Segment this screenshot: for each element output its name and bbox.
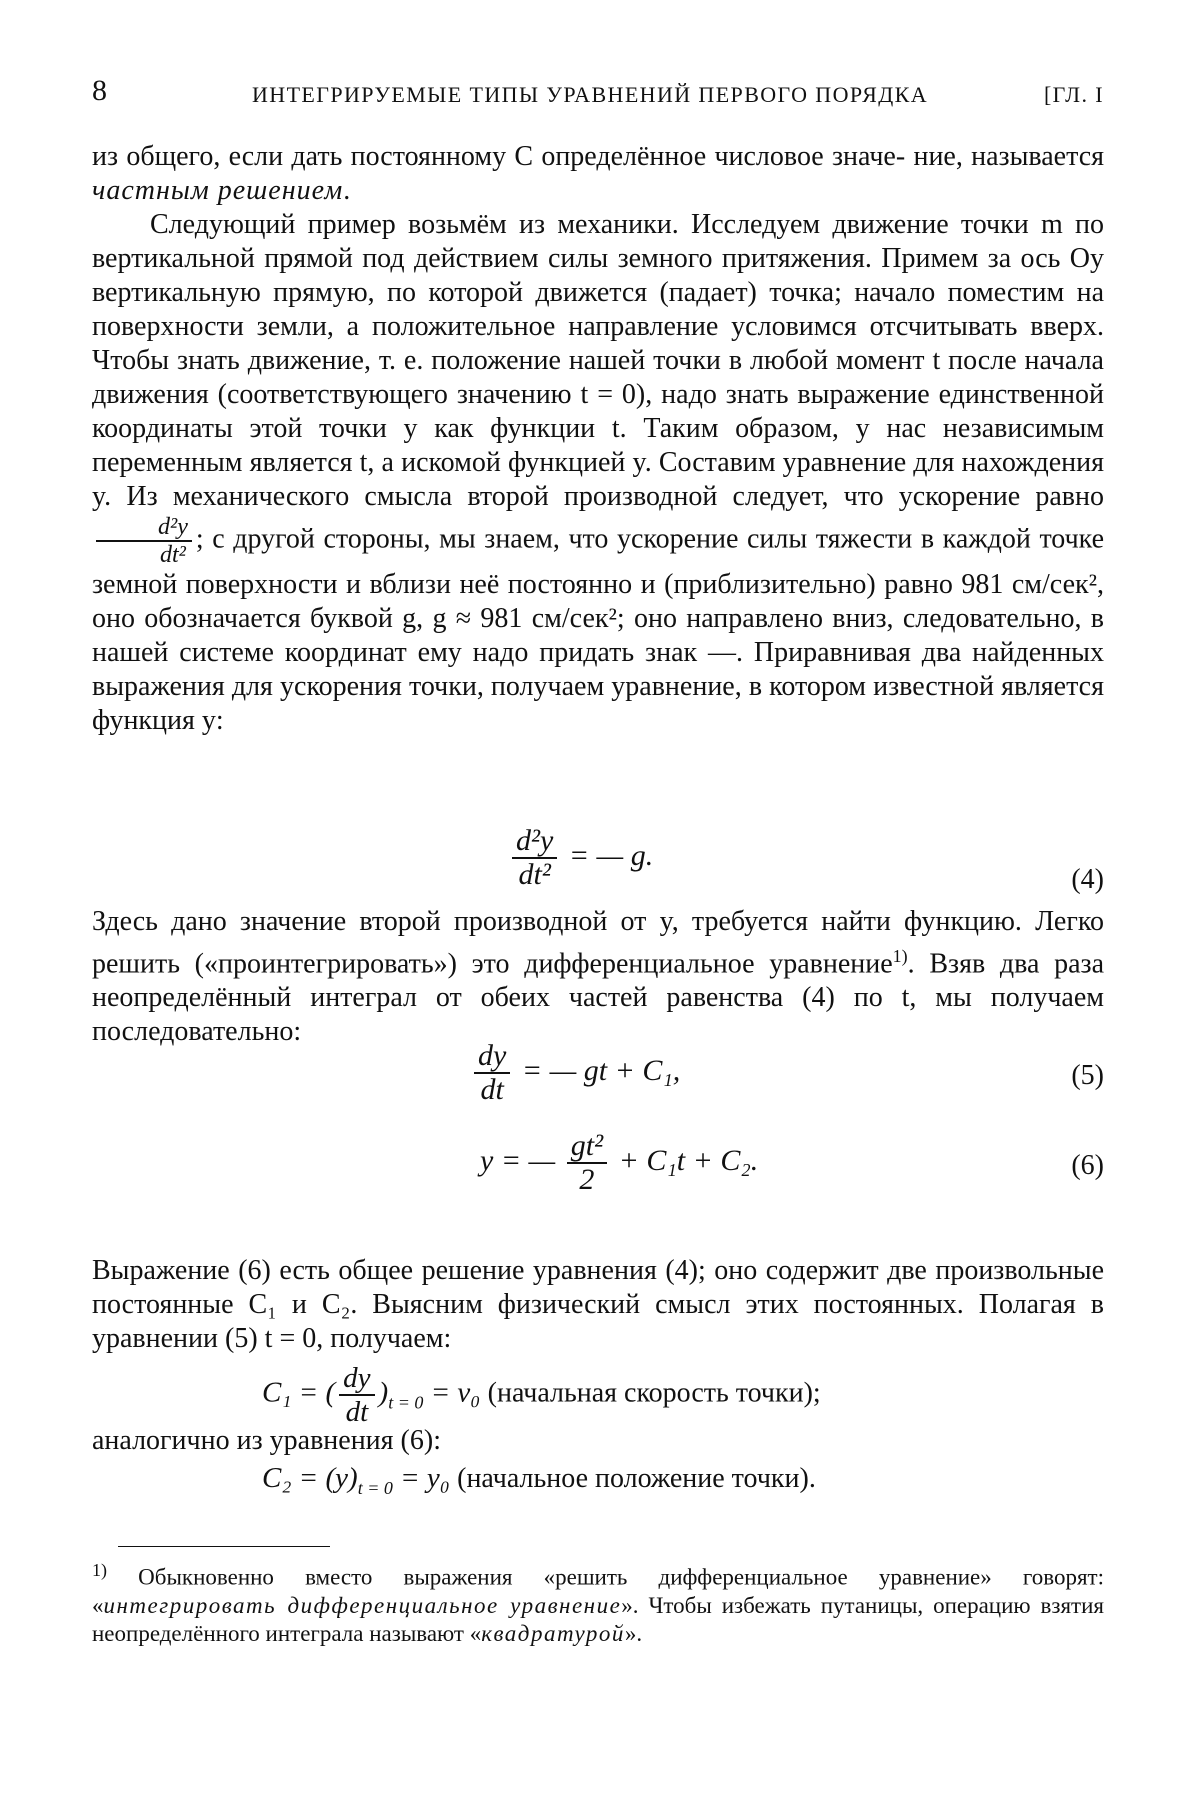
acceleration-denominator: dt² — [159, 542, 186, 568]
eq6-fraction — [567, 1130, 607, 1196]
main-text-block-4 — [92, 1424, 1104, 1458]
footnote-rule — [118, 1546, 330, 1547]
eq4-label: (4) — [1071, 864, 1104, 895]
eq-c1-lhs: C₁ = ( — [262, 1376, 336, 1409]
equation-c2 — [262, 1462, 816, 1499]
footnote-mark-inline: 1) — [892, 946, 908, 966]
eq-c1-denominator: dt — [345, 1396, 369, 1428]
intro-paragraph — [92, 140, 1104, 208]
eq6-numerator: gt² — [567, 1130, 607, 1164]
intro-line-2a: ние, называется — [913, 141, 1104, 172]
eq6-denominator: 2 — [579, 1163, 595, 1196]
equation-c1 — [262, 1362, 821, 1428]
eq4-fraction — [512, 825, 557, 891]
footnote-term-integrate: интегрировать дифференциальное уравнение — [103, 1592, 622, 1618]
footnote-text-b: ». Чтобы избежать путаницы, операцию взятия неопределённого интеграла называют « — [92, 1592, 1104, 1646]
footnote-mark: 1) — [92, 1560, 107, 1580]
eq-c1-rhs: = v₀ — [430, 1376, 481, 1409]
eq5-label: (5) — [1071, 1060, 1104, 1091]
analogy-line: аналогично из уравнения (6): — [92, 1425, 441, 1456]
acceleration-fraction — [96, 514, 192, 568]
eq-c1-close: ) — [378, 1376, 389, 1409]
eq6-rhs: + C₁t + C₂. — [618, 1143, 759, 1177]
eq-c1-comment: (начальная скорость точки); — [487, 1377, 821, 1409]
paragraph1-text-b: ; с другой стороны, мы знаем, что ускорение силы тяжести в каждой точке земной поверхности и вблизи неё постоянно и (приблизительно) равно 981 см/сек², оно обозначается буквой g, g ≈ 981 см/сек²; оно направлено вниз, следовательно, в нашей системе координат ему надо придать знак —. Приравнивая два найденных выражения для ускорения точки, получаем уравнение, в котором известной является функция y: — [92, 523, 1104, 736]
eq-c2-lhs: C₂ = (y) — [262, 1462, 358, 1494]
eq-c1-subscript: t = 0 — [388, 1392, 424, 1413]
acceleration-numerator: d²y — [96, 514, 192, 542]
footnote-text-a: Обыкновенно вместо выражения «решить дифференциальное уравнение» говорят: « — [92, 1564, 1104, 1618]
eq-c1-numerator: dy — [339, 1362, 374, 1396]
eq6-label: (6) — [1071, 1150, 1104, 1181]
eq4-rhs: = — g. — [568, 838, 654, 872]
eq5-fraction — [474, 1040, 510, 1106]
main-text-block-3 — [92, 1254, 1104, 1356]
term-particular-solution: частным решением — [92, 175, 344, 206]
eq4-denominator: dt² — [518, 858, 551, 891]
chapter-label: [ГЛ. I — [1043, 82, 1104, 107]
equation-4 — [508, 825, 653, 891]
intro-line-1: из общего, если дать постоянному C определённое числовое значе- — [92, 141, 906, 172]
running-title: ИНТЕГРИРУЕМЫЕ ТИПЫ УРАВНЕНИЙ ПЕРВОГО ПОРЯДКА — [252, 82, 928, 107]
integration-paragraph — [92, 905, 1104, 1049]
eq-c2-comment: (начальное положение точки). — [457, 1463, 816, 1494]
eq-c2-rhs: = y₀ — [400, 1462, 450, 1494]
eq-c1-fraction — [339, 1362, 374, 1428]
paragraph2-text-a: Здесь дано значение второй производной от y, требуется найти функцию. Легко решить («проинтегрировать») это дифференциальное уравнение — [92, 906, 1104, 980]
equation-6 — [480, 1130, 758, 1196]
eq6-lhs: y = — — [480, 1143, 556, 1177]
footnote — [92, 1556, 1104, 1648]
footnote-term-quadrature: квадратурой — [481, 1620, 625, 1646]
main-text-block-2 — [92, 905, 1104, 1049]
intro-line-2b: . — [343, 175, 351, 206]
eq4-numerator: d²y — [512, 825, 557, 859]
equation-5 — [470, 1040, 680, 1106]
general-solution-paragraph: Выражение (6) есть общее решение уравнения (4); оно содержит две произвольные постоянные C₁ и C₂. Выясним физический смысл этих постоянных. Полагая в уравнении (5) t = 0, получаем: — [92, 1255, 1104, 1354]
mechanics-example-paragraph — [92, 208, 1104, 738]
eq5-numerator: dy — [474, 1040, 510, 1074]
page-number: 8 — [92, 74, 107, 107]
paragraph1-text-a: Следующий пример возьмём из механики. Исследуем движение точки m по вертикальной прямой под действием силы земного притяжения. Примем за ось Oy вертикальную прямую, по которой движется (падает) точка; начало поместим на поверхности земли, а положительное направление условимся отсчитывать вверх. Чтобы знать движение, т. е. положение нашей точки в любой момент t после начала движения (соответствующего значению t = 0), надо знать выражение единственной координаты этой точки y как функции t. Таким образом, у нас независимым переменным является t, а искомой функцией y. Составим уравнение для нахождения y. Из механического смысла второй производной следует, что ускорение равно — [92, 209, 1104, 512]
eq5-denominator: dt — [480, 1073, 504, 1106]
running-header — [92, 74, 1104, 118]
eq-c2-subscript: t = 0 — [357, 1477, 393, 1498]
footnote-text-c: ». — [624, 1620, 643, 1646]
eq5-rhs: = — gt + C₁, — [521, 1053, 681, 1087]
main-text-block-1 — [92, 140, 1104, 738]
paragraph2-text-b: . Взяв два раза неопределённый интеграл от обеих частей равенства (4) по t, мы получаем последовательно: — [92, 948, 1104, 1048]
